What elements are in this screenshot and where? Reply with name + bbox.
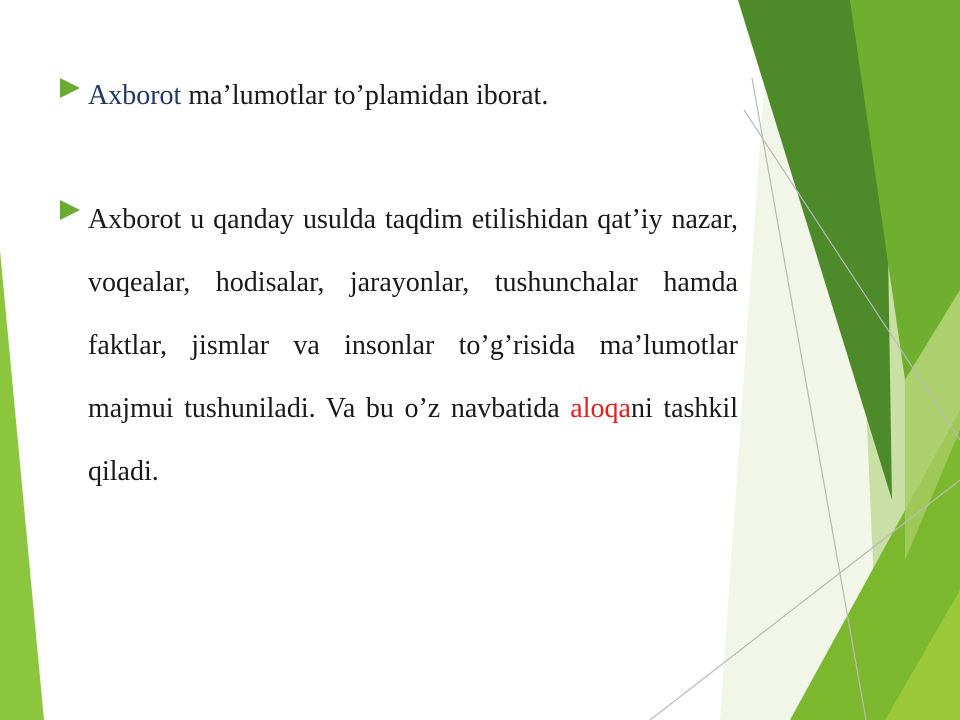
bullet-1-text: ma’lumotlar to’plamidan iborat. xyxy=(181,80,549,111)
bullet-2-text-before: Axborot u qanday usulda taqdim etilishidan qat’iy nazar, voqealar, hodisalar, jarayonlar, tushunchalar hamda faktlar, jismlar va insonlar to’g’risida ma’lumotlar majmui tushuniladi. Va bu o’z navbatida xyxy=(88,204,738,424)
right-triangle-arrow-icon xyxy=(60,78,80,98)
bullet-2-text-after: ni tashkil qiladi. xyxy=(88,393,738,487)
bullet-item-1 xyxy=(60,68,738,124)
right-triangle-arrow-icon xyxy=(60,200,80,220)
slide-content xyxy=(60,68,738,503)
left-green-stripe xyxy=(0,250,44,720)
bullet-item-2 xyxy=(60,188,738,503)
bullet-1-lead-word: Axborot xyxy=(88,80,182,111)
bullet-2-highlight-word: aloqa xyxy=(570,393,631,424)
